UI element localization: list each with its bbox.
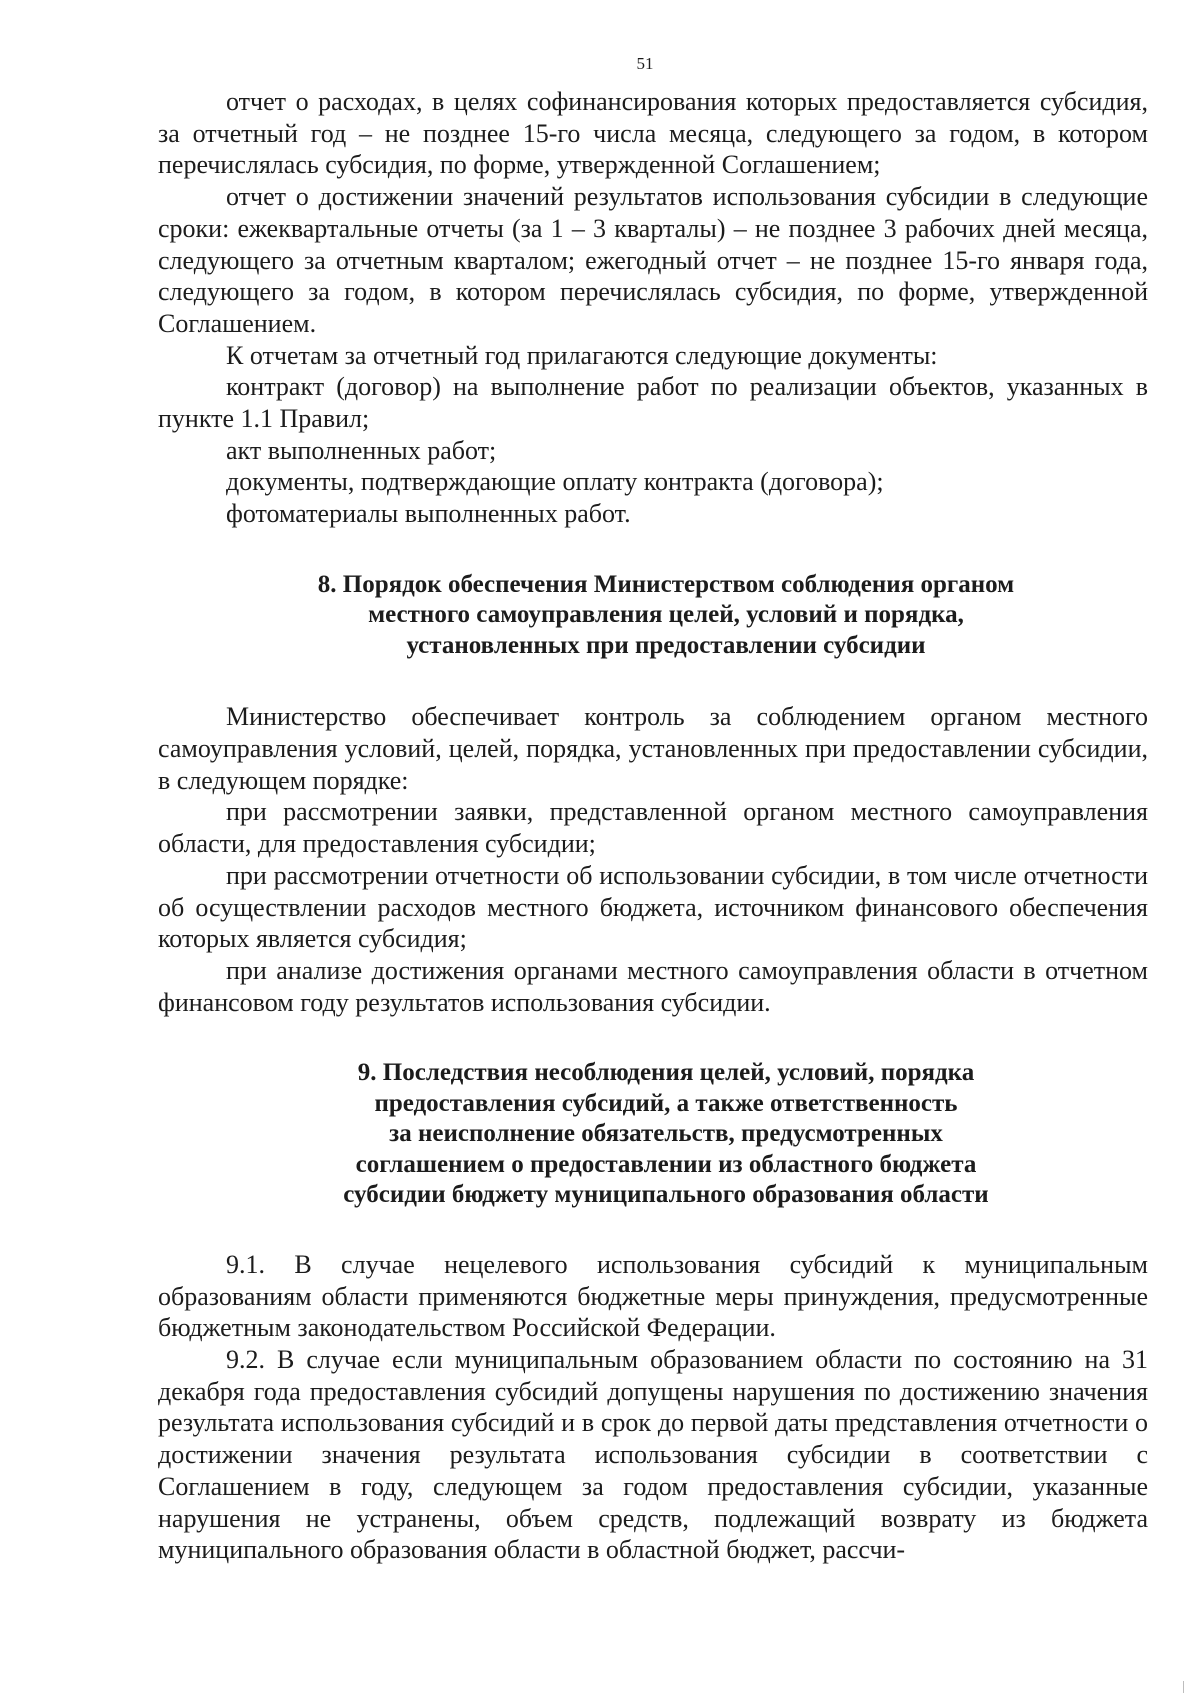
page-content [158,86,1148,1566]
paragraph-photo-materials: фотоматериалы выполненных работ. [226,499,631,529]
paragraph-9-1: 9.1. В случае нецелевого использования субсидий к муниципальным образованиям области применяются бюджетные меры принуждения, предусмотренные бюджетным законодательством Российской Федерации. [158,1249,1148,1343]
section-9-heading-line: 9. Последствия несоблюдения целей, условий, порядка [357,1059,975,1087]
paragraph-results-report: отчет о достижении значений результатов использования субсидии в следующие сроки: ежеквартальные отчеты (за 1 – 3 кварталы) – не позднее 3 рабочих дней месяца, следующего за отчетным кварталом; ежегодный отчет – не позднее 15-го января года, следующего за годом, в котором перечислялась субсидия, по форме, утвержденной Соглашением. [158,182,1148,338]
paragraph-results-analysis: при анализе достижения органами местного самоуправления области в отчетном финансовом году результатов использования субсидии. [158,955,1148,1017]
section-8-heading-line: местного самоуправления целей, условий и порядка, [368,601,964,629]
paragraph-ministry-control: Министерство обеспечивает контроль за соблюдением органом местного самоуправления условий, целей, порядка, установленных при предоставлении субсидии, в следующем порядке: [158,702,1148,795]
section-9-heading [158,1058,1148,1211]
paragraph-application-review: при рассмотрении заявки, представленной органом местного самоуправления области, для предоставления субсидии; [158,797,1148,859]
paragraph-contract: контракт (договор) на выполнение работ по реализации объектов, указанных в пункте 1.1 Правил; [158,372,1148,434]
section-8-heading-line: установленных при предоставлении субсидии [406,631,926,659]
section-8-heading-line: 8. Порядок обеспечения Министерством соблюдения органом [317,570,1015,598]
page-number: 51 [636,54,654,73]
paragraph-reporting-review: при рассмотрении отчетности об использовании субсидии, в том числе отчетности об осуществлении расходов местного бюджета, источником финансового обеспечения которых является субсидия; [158,860,1148,954]
paragraph-attached-docs: К отчетам за отчетный год прилагаются следующие документы: [226,340,938,370]
paragraph-expense-report: отчет о расходах, в целях софинансирования которых предоставляется субсидия, за отчетный год – не позднее 15-го числа месяца, следующего за годом, в котором перечислялась субсидия, по форме, утвержденной Соглашением; [158,87,1148,180]
section-9-heading-line: субсидии бюджету муниципального образования области [343,1181,989,1209]
section-9-heading-line: соглашением о предоставлении из областного бюджета [355,1150,977,1178]
section-9-heading-line: предоставления субсидий, а также ответственность [374,1089,958,1117]
paragraph-works-act: акт выполненных работ; [226,435,497,465]
scan-mark [1183,1681,1184,1693]
section-8-heading [158,570,1148,662]
paragraph-payment-docs: документы, подтверждающие оплату контракта (договора); [226,467,884,497]
paragraph-9-2: 9.2. В случае если муниципальным образованием области по состоянию на 31 декабря года предоставления субсидий допущены нарушения по достижению значения результата использования субсидий и в срок до первой даты представления отчетности о достижении значения результата использования субсидии в соответствии с Соглашением в году, следующем за годом предоставления субсидии, указанные нарушения не устранены, объем средств, подлежащий возврату из бюджета муниципального образования области в областной бюджет, рассчи- [158,1344,1148,1565]
section-9-heading-line: за неисполнение обязательств, предусмотренных [389,1120,943,1148]
